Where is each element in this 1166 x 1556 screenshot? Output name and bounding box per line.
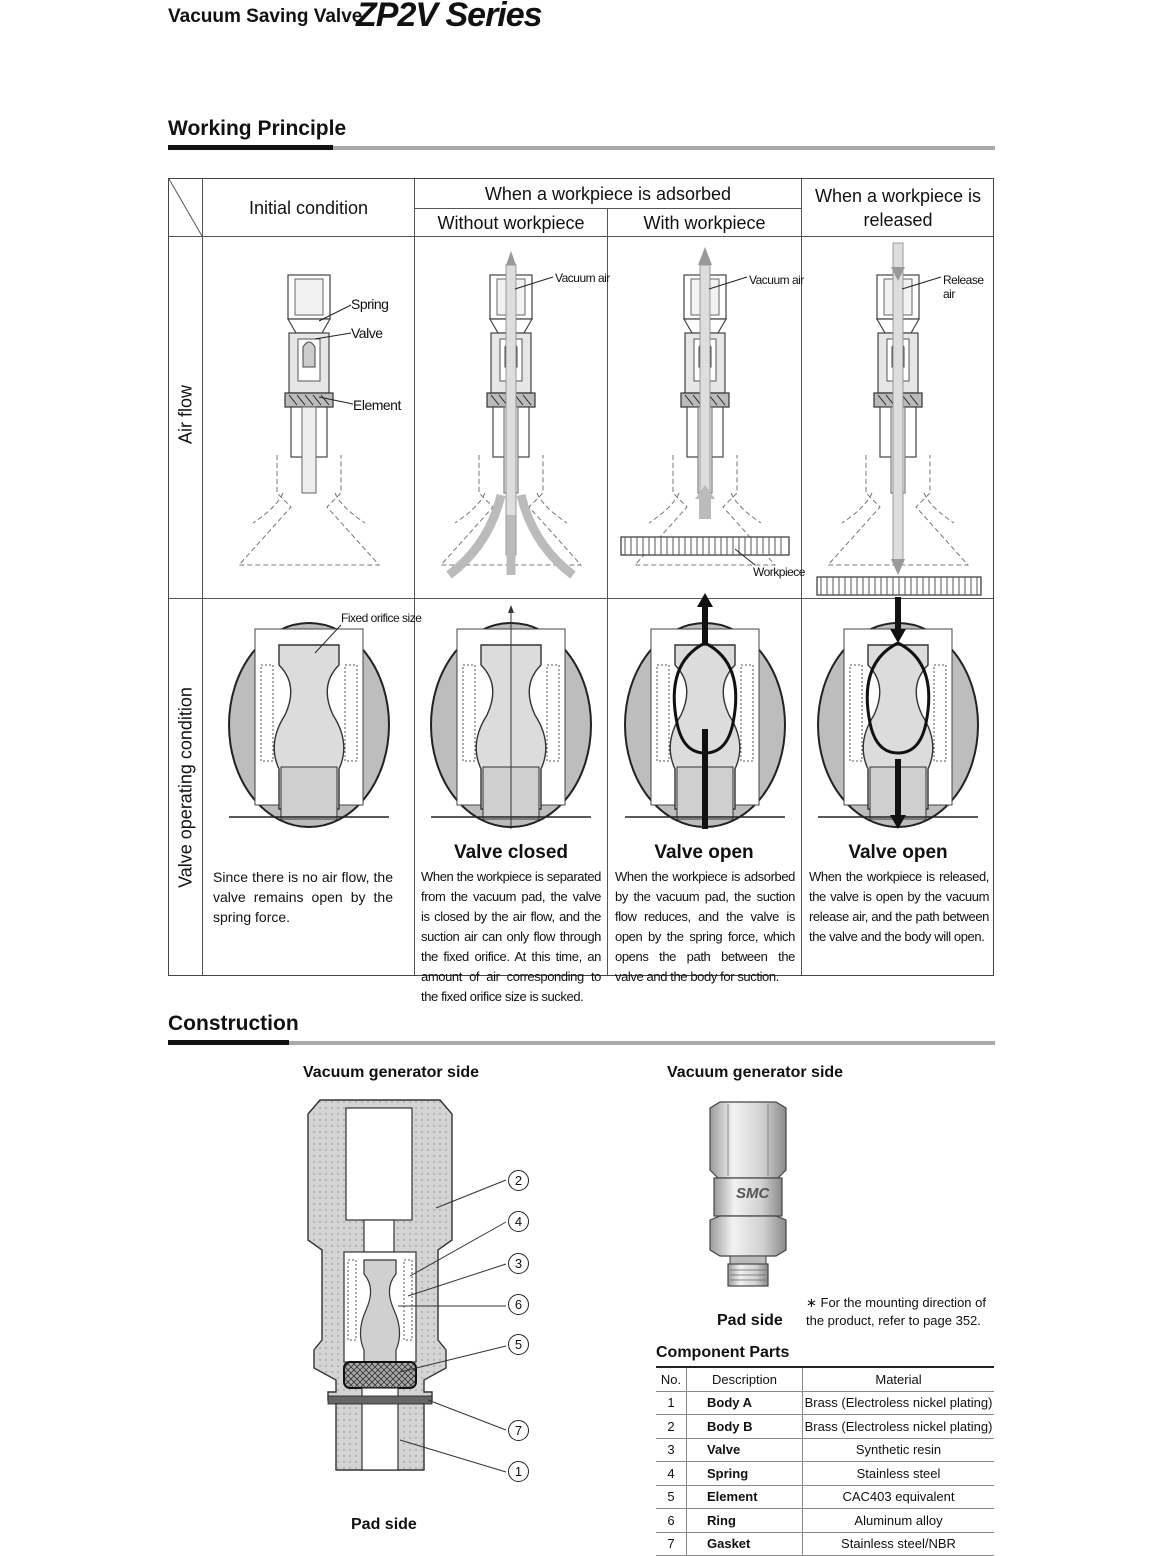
pad-side-label: Pad side (351, 1516, 417, 1533)
part-material: Brass (Electroless nickel plating) (803, 1391, 995, 1415)
callout-vacuum-air: Vacuum air (555, 271, 610, 285)
header-adsorbed: When a workpiece is adsorbed (484, 183, 732, 204)
section-rule (333, 146, 995, 150)
section-rule (168, 145, 333, 150)
table-row (656, 1462, 994, 1486)
col-header-no: No. (656, 1367, 687, 1391)
table-header-row (656, 1367, 994, 1391)
section-rule (168, 1040, 289, 1045)
part-description: Spring (687, 1462, 803, 1486)
part-description: Element (687, 1485, 803, 1509)
part-description: Body B (687, 1415, 803, 1439)
state-released: Valve open (848, 842, 948, 863)
series-title: ZP2V Series (356, 0, 542, 34)
col-header-material: Material (803, 1367, 995, 1391)
desc-released: When the workpiece is released, the valve is open by the vacuum release air, and the path between the valve and the body will open. (809, 869, 989, 944)
part-number: 3 (656, 1438, 687, 1462)
part-material: Aluminum alloy (803, 1509, 995, 1533)
callout-valve: Valve (351, 325, 383, 341)
part-balloon: 6 (508, 1294, 529, 1315)
pad-side-label-2: Pad side (717, 1312, 783, 1329)
table-row (656, 1509, 994, 1533)
part-balloon: 3 (508, 1253, 529, 1274)
part-description: Valve (687, 1438, 803, 1462)
col-header-description: Description (687, 1367, 803, 1391)
header-without-workpiece: Without workpiece (437, 212, 585, 233)
row-label-air-flow: Air flow (175, 385, 196, 445)
state-with-workpiece: Valve open (654, 842, 754, 863)
smc-logo: SMC (736, 1185, 770, 1202)
callout-spring: Spring (351, 296, 389, 312)
part-description: Gasket (687, 1532, 803, 1556)
table-row (656, 1485, 994, 1509)
part-number: 1 (656, 1391, 687, 1415)
mounting-note: ∗ For the mounting direction of the product, refer to page 352. (806, 1295, 986, 1328)
callout-fixed-orifice: Fixed orifice size (341, 611, 422, 625)
part-description: Body A (687, 1391, 803, 1415)
part-material: Stainless steel (803, 1462, 995, 1486)
table-row (656, 1415, 994, 1439)
callout-workpiece: Workpiece (753, 565, 805, 579)
vacuum-generator-side-label-2: Vacuum generator side (667, 1064, 844, 1081)
header-initial-condition: Initial condition (248, 197, 369, 218)
table-row (656, 1438, 994, 1462)
section-rule (289, 1041, 995, 1045)
air-flow-illustrations (169, 237, 995, 597)
part-number: 5 (656, 1485, 687, 1509)
valve-operating-illustrations (169, 609, 995, 849)
part-material: CAC403 equivalent (803, 1485, 995, 1509)
part-material: Stainless steel/NBR (803, 1532, 995, 1556)
part-number: 2 (656, 1415, 687, 1439)
state-without-workpiece: Valve closed (453, 842, 569, 863)
part-balloon: 1 (508, 1461, 529, 1482)
component-parts-table (656, 1366, 994, 1556)
working-principle-title: Working Principle (168, 117, 347, 140)
part-balloon: 7 (508, 1420, 529, 1441)
desc-without-workpiece: When the workpiece is separated from the vacuum pad, the valve is closed by the air flow, and the suction air can only flow through the fixed orifice. At this time, an amount of air corresponding to the fixed orifice size is sucked. (421, 869, 601, 1004)
callout-vacuum-air: Vacuum air (749, 273, 804, 287)
part-number: 7 (656, 1532, 687, 1556)
part-material: Synthetic resin (803, 1438, 995, 1462)
part-number: 6 (656, 1509, 687, 1533)
table-row (656, 1532, 994, 1556)
construction-title: Construction (168, 1012, 299, 1035)
part-balloon: 2 (508, 1170, 529, 1191)
row-label-valve-operating: Valve operating condition (175, 687, 196, 888)
desc-initial: Since there is no air flow, the valve remains open by the spring force. (213, 869, 393, 925)
vacuum-generator-side-label: Vacuum generator side (303, 1064, 480, 1081)
callout-element: Element (353, 397, 401, 413)
part-balloon: 4 (508, 1211, 529, 1232)
table-row (656, 1391, 994, 1415)
header-with-workpiece: With workpiece (643, 212, 766, 233)
desc-with-workpiece: When the workpiece is adsorbed by the vacuum pad, the suction flow reduces, and the valve is open by the spring force, which opens the path between the valve and the body for suction. (615, 869, 795, 984)
part-description: Ring (687, 1509, 803, 1533)
header-released: When a workpiece is released (814, 185, 982, 230)
component-parts-title: Component Parts (656, 1344, 790, 1361)
product-name: Vacuum Saving Valve (168, 6, 363, 27)
part-balloon: 5 (508, 1334, 529, 1355)
part-number: 4 (656, 1462, 687, 1486)
part-material: Brass (Electroless nickel plating) (803, 1415, 995, 1439)
callout-release-air: Release air (943, 273, 984, 301)
corner-diagonal (169, 179, 203, 237)
working-principle-table (168, 178, 994, 1004)
